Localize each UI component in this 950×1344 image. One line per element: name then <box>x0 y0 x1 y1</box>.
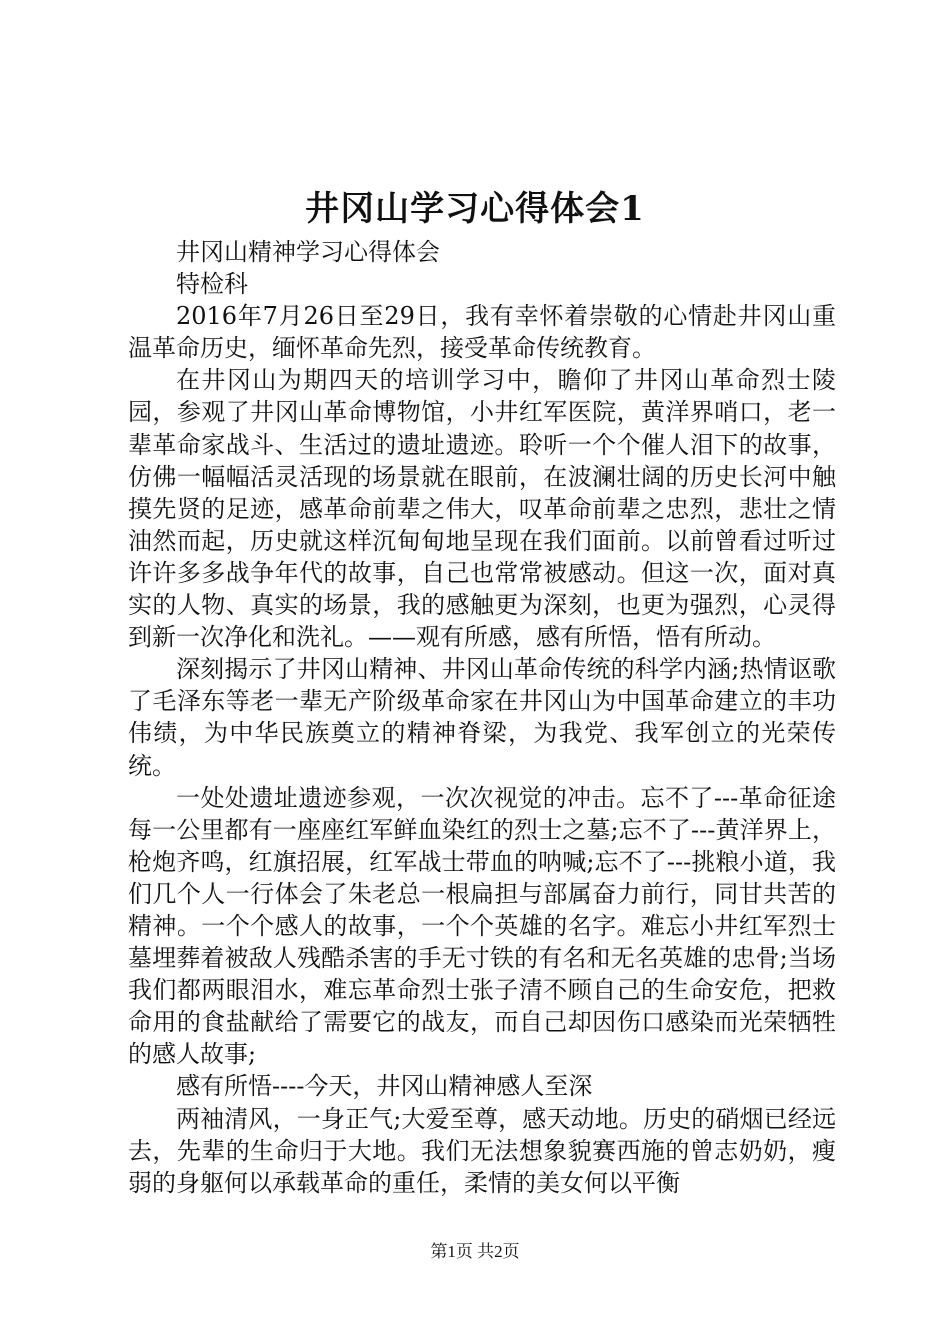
page-footer: 第1页 共2页 <box>430 1242 520 1261</box>
body-paragraph: 两袖清风，一身正气;大爱至尊，感天动地。历史的硝烟已经远去，先辈的生命归于大地。我们无法想象貌赛西施的曾志奶奶，瘦弱的身躯何以承载革命的重任，柔情的美女何以平衡 <box>128 1104 836 1197</box>
body-paragraph: 一处处遗址遗迹参观，一次次视觉的冲击。忘不了---革命征途每一公里都有一座座红军鲜血染红的烈士之墓;忘不了---黄洋界上，枪炮齐鸣，红旗招展，红军战士带血的呐喊;忘不了---挑粮小道，我们几个人一行体会了朱老总一根扁担与部属奋力前行，同甘共苦的精神。一个个感人的故事，一个个英雄的名字。难忘小井红军烈士墓埋葬着被敌人残酷杀害的手无寸铁的有名和无名英雄的忠骨;当场我们都两眼泪水，难忘革命烈士张子清不顾自己的生命安危，把救命用的食盐献给了需要它的战友，而自己却因伤口感染而光荣牺牲的感人故事; <box>128 783 836 1069</box>
body-paragraph: 2016年7月26日至29日，我有幸怀着崇敬的心情赴井冈山重温革命历史，缅怀革命先烈，接受革命传统教育。 <box>128 302 836 363</box>
body-paragraph: 深刻揭示了井冈山精神、井冈山革命传统的科学内涵;热情讴歌了毛泽东等老一辈无产阶级革命家在井冈山为中国革命建立的丰功伟绩，为中华民族奠立的精神脊梁，为我党、我军创立的光荣传统。 <box>128 655 836 780</box>
document-title: 井冈山学习心得体会1 <box>305 189 645 229</box>
section-heading-paragraph: 感有所悟----今天，井冈山精神感人至深 <box>176 1072 593 1101</box>
department-paragraph: 特检科 <box>176 270 248 299</box>
document-body <box>128 236 836 1199</box>
subtitle-paragraph: 井冈山精神学习心得体会 <box>176 238 440 266</box>
body-paragraph: 在井冈山为期四天的培训学习中，瞻仰了井冈山革命烈士陵园，参观了井冈山革命博物馆，小井红军医院，黄洋界哨口，老一辈革命家战斗、生活过的遗址遗迹。聆听一个个催人泪下的故事，仿佛一幅幅活灵活现的场景就在眼前，在波澜壮阔的历史长河中触摸先贤的足迹，感革命前辈之伟大，叹革命前辈之忠烈，悲壮之情油然而起，历史就这样沉甸甸地呈现在我们面前。以前曾看过听过许许多多战争年代的故事，自己也常常被感动。但这一次，面对真实的人物、真实的场景，我的感触更为深刻，也更为强烈，心灵得到新一次净化和洗礼。——观有所感，感有所悟，悟有所动。 <box>128 366 836 652</box>
